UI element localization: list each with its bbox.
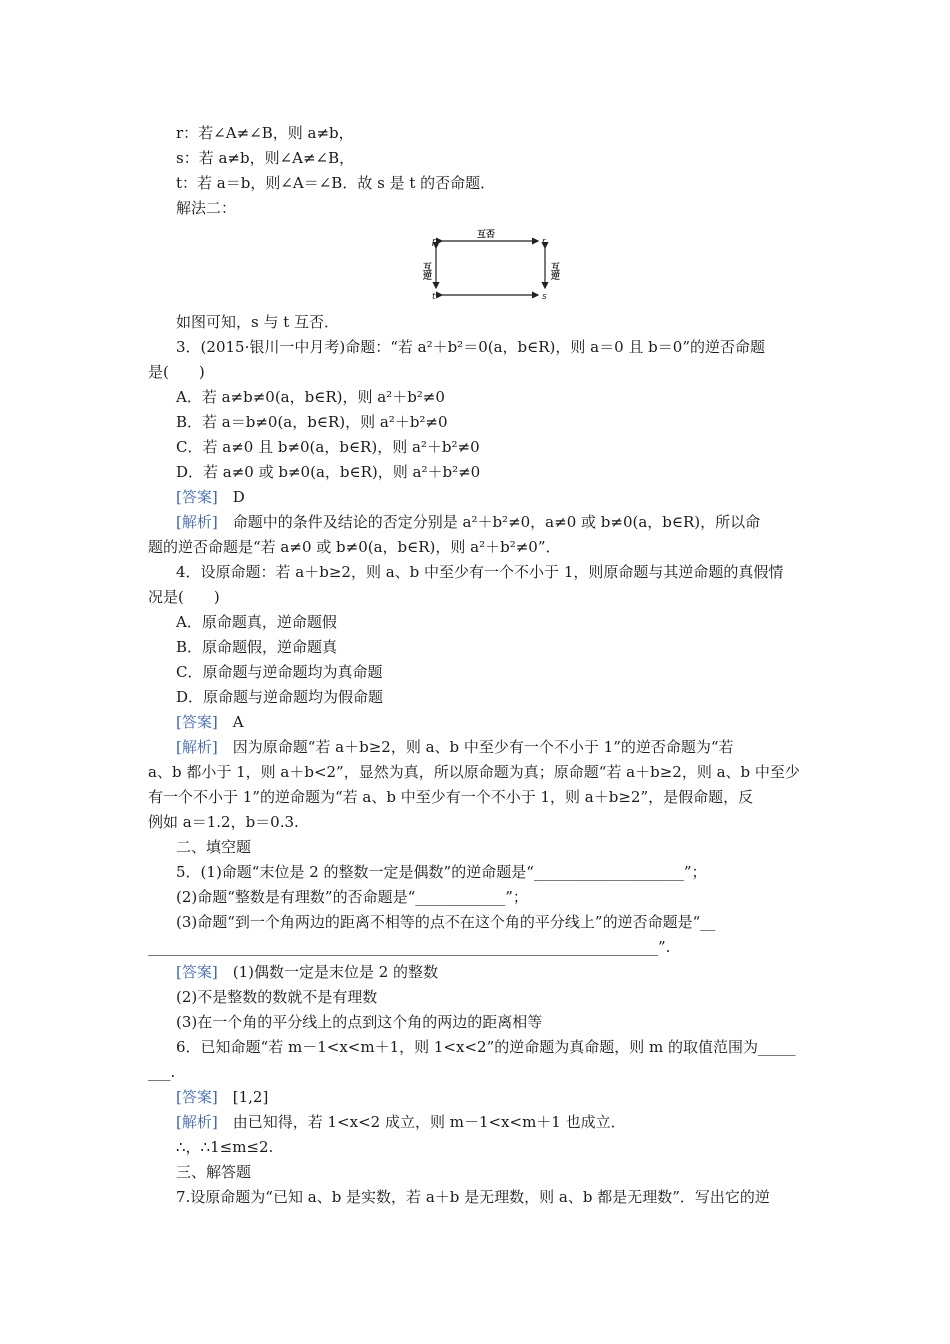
answer-tag: [答案] (176, 713, 218, 731)
analysis-tag: [解析] (176, 738, 218, 756)
analysis-text: 由已知得，若 1<x<2 成立，则 m－1<x<m＋1 也成立． (232, 1113, 626, 1131)
node-r: r (542, 237, 546, 247)
q3-option-b: B．若 a＝b≠0(a，b∈R)，则 a²＋b²≠0 (176, 413, 448, 431)
question-5: (2)命题“整数是有理数”的否命题是“____________”； (176, 888, 528, 906)
q3-analysis (176, 512, 760, 532)
q4-option-a: A．原命题真，逆命题假 (176, 613, 337, 631)
answer-value: (1)偶数一定是末位是 2 的整数 (232, 963, 439, 981)
q3-option-a: A．若 a≠b≠0(a，b∈R)，则 a²＋b²≠0 (176, 388, 445, 406)
q3-option-d: D．若 a≠0 或 b≠0(a，b∈R)，则 a²＋b²≠0 (176, 463, 481, 481)
text-line: t：若 a＝b，则∠A＝∠B．故 s 是 t 的否命题． (176, 174, 496, 192)
question-3-stem: 是( ) (148, 363, 205, 381)
q3-option-c: C．若 a≠0 且 b≠0(a，b∈R)，则 a²＋b²≠0 (176, 438, 480, 456)
q3-answer (176, 487, 245, 507)
analysis-tag: [解析] (176, 513, 218, 531)
q5-answer-cont: (3)在一个角的平分线上的点到这个角的两边的距离相等 (176, 1013, 543, 1031)
node-t: t (432, 292, 436, 302)
node-s: s (542, 292, 547, 302)
text-line: r：若∠A≠∠B，则 a≠b， (176, 124, 354, 142)
answer-tag: [答案] (176, 1088, 218, 1106)
question-5: 5．(1)命题“末位是 2 的整数一定是偶数”的逆命题是“____________________”； (176, 863, 707, 881)
q6-analysis (176, 1112, 626, 1132)
q4-option-b: B．原命题假，逆命题真 (176, 638, 338, 656)
question-4-stem: 况是( ) (148, 588, 220, 606)
right-label: 互逆 (549, 262, 559, 280)
q4-analysis-cont: a、b 都小于 1，则 a＋b<2”，显然为真，所以原命题为真；原命题“若 a＋b≥2，则 a、b 中至少 (148, 763, 800, 781)
text-line: s：若 a≠b，则∠A≠∠B， (176, 149, 355, 167)
answer-value: A (232, 713, 244, 731)
question-4-stem: 4．设原命题：若 a＋b≥2，则 a、b 中至少有一个不小于 1，则原命题与其逆命题的真假情 (176, 563, 784, 581)
q4-answer (176, 712, 244, 732)
text-line: 解法二： (176, 199, 237, 217)
text-line: 如图可知，s 与 t 互否． (176, 313, 340, 331)
q5-answer-cont: (2)不是整数的数就不是有理数 (176, 988, 378, 1006)
question-7: 7.设原命题为“已知 a、b 是实数，若 a＋b 是无理数，则 a、b 都是无理数”．写出它的逆 (176, 1188, 770, 1206)
analysis-tag: [解析] (176, 1113, 218, 1131)
section-heading: 三、解答题 (176, 1163, 252, 1181)
left-label: 互逆 (421, 262, 431, 280)
question-3-stem: 3．(2015·银川一中月考)命题：“若 a²＋b²＝0(a，b∈R)，则 a＝0 且 b＝0”的逆否命题 (176, 338, 765, 356)
q5-answer (176, 962, 438, 982)
answer-tag: [答案] (176, 963, 218, 981)
q4-analysis (176, 737, 734, 757)
question-5: (3)命题“到一个角两边的距离不相等的点不在这个角的平分线上”的逆否命题是“__ (176, 913, 716, 931)
top-label: 互否 (477, 230, 496, 240)
section-heading: 二、填空题 (176, 838, 252, 856)
q6-answer (176, 1087, 268, 1107)
node-p: p (432, 237, 438, 247)
q4-option-c: C．原命题与逆命题均为真命题 (176, 663, 383, 681)
contrapositive-diagram (420, 224, 560, 302)
q4-option-d: D．原命题与逆命题均为假命题 (176, 688, 384, 706)
question-6: ___. (148, 1063, 176, 1081)
q4-analysis-cont: 有一个不小于 1”的逆命题为“若 a、b 中至少有一个不小于 1，则 a＋b≥2”，是假命题，反 (148, 788, 754, 806)
answer-tag: [答案] (176, 488, 218, 506)
question-6: 6．已知命题“若 m－1<x<m＋1，则 1<x<2”的逆命题为真命题，则 m 的取值范围为_____ (176, 1038, 796, 1056)
analysis-text: 命题中的条件及结论的否定分别是 a²＋b²≠0，a≠0 或 b≠0(a，b∈R)，所以命 (232, 513, 761, 531)
q4-analysis-cont: 例如 a＝1.2，b＝0.3. (148, 813, 299, 831)
analysis-text: 因为原命题“若 a＋b≥2，则 a、b 中至少有一个不小于 1”的逆否命题为“若 (232, 738, 734, 756)
q3-analysis-cont: 题的逆否命题是“若 a≠0 或 b≠0(a，b∈R)，则 a²＋b²≠0”． (148, 538, 561, 556)
question-5: ____________________________________________________________________”. (148, 938, 671, 956)
q6-analysis-cont: ∴，∴1≤m≤2. (176, 1138, 274, 1156)
answer-value: [1,2] (232, 1088, 269, 1106)
answer-value: D (232, 488, 245, 506)
